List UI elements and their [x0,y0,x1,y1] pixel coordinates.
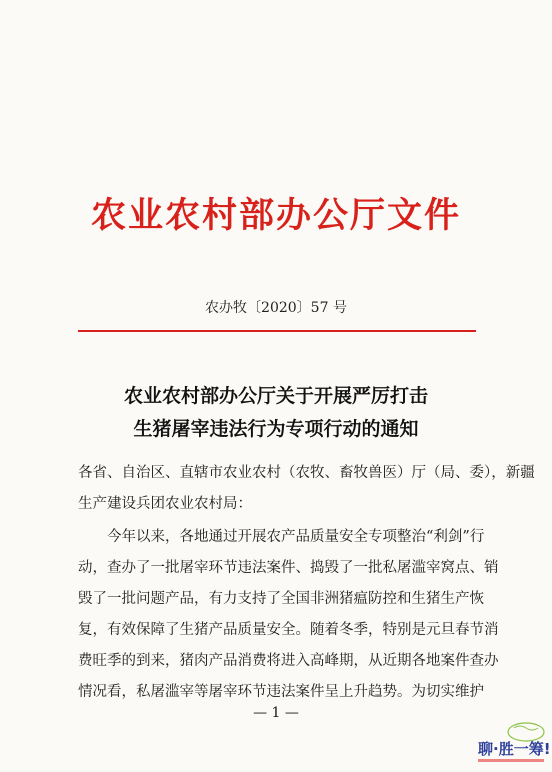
notice-title-line-2: 生猪屠宰违法行为专项行动的通知 [133,418,419,440]
notice-title [0,380,552,446]
addressee-line-2: 生产建设兵团农业农村局： [78,496,252,512]
body-line-5: 费旺季的到来，猪肉产品消费将进入高峰期，从近期各地案件查办 [78,653,499,669]
body-line-2: 动，查办了一批屠宰环节违法案件、捣毁了一批私屠滥宰窝点、销 [78,560,499,576]
watermark-graphic [474,718,550,768]
body-line-4: 复，有效保障了生猪产品质量安全。随着冬季，特别是元旦春节消 [78,622,499,638]
document-header-title: 农业农村部办公厅文件 [90,195,461,236]
body-line-1: 今年以来，各地通过开展农产品质量安全专项整治“利剑”行 [78,529,485,545]
watermark-text: 聊·胜一筹! [478,740,550,758]
body-line-3: 毁了一批问题产品，有力支持了全国非洲猪瘟防控和生猪生产恢 [78,591,484,607]
addressee [78,458,535,520]
addressee-line-1: 各省、自治区、直辖市农业农村（农牧、畜牧兽医）厅（局、委），新疆 [78,465,535,481]
red-divider-line [78,330,476,332]
document-number: 农办牧〔2020〕57 号 [205,300,347,316]
body-line-6: 情况看，私屠滥宰等屠宰环节违法案件呈上升趋势。为切实维护 [78,684,484,700]
body-paragraph [78,522,499,708]
logo-watermark-icon [474,718,550,768]
notice-title-line-1: 农业农村部办公厅关于开展严厉打击 [123,385,428,407]
page-number: — 1 — [253,705,299,721]
